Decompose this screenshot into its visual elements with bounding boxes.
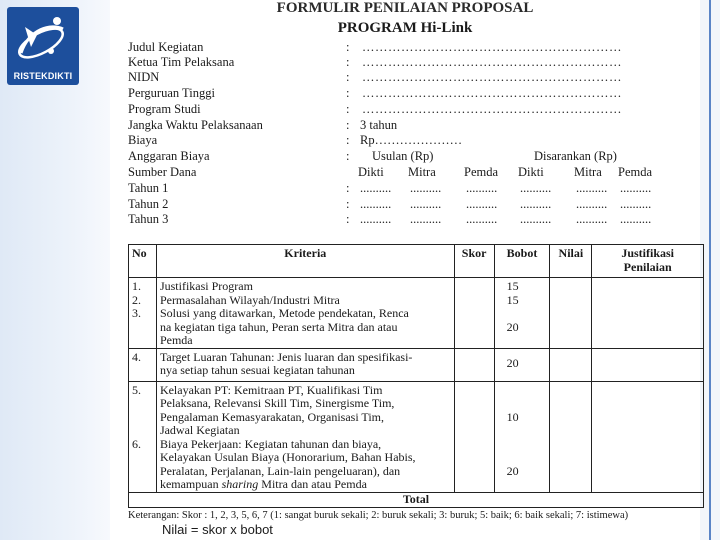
amount-cell: .......... <box>410 181 442 195</box>
field-value: …………………………………………………… <box>362 86 622 100</box>
field-value: Rp………………… <box>360 133 463 147</box>
header-kriteria: Kriteria <box>156 245 454 278</box>
amount-cell: .......... <box>620 212 652 226</box>
amount-cell: .......... <box>360 212 392 226</box>
justifikasi-cell <box>592 381 704 492</box>
bobot-value: 20 <box>506 355 519 370</box>
amount-cell: .......... <box>466 212 498 226</box>
field-value: …………………………………………………… <box>362 70 622 84</box>
nilai-cell <box>550 381 592 492</box>
skor-cell <box>454 381 494 492</box>
kriteria-line: Jadwal Kegiatan <box>159 423 240 437</box>
col-mitra: Mitra <box>574 165 602 179</box>
text-part: Mitra dan atau Pemda <box>258 477 367 491</box>
logo-emblem-icon <box>7 7 79 71</box>
row-number: 5. <box>132 382 141 397</box>
amount-cell: .......... <box>520 197 552 211</box>
text-part: kemampuan <box>159 477 222 491</box>
field-colon: : <box>346 40 350 54</box>
amount-cell: .......... <box>520 212 552 226</box>
table-row <box>129 278 704 349</box>
skor-cell <box>454 278 494 349</box>
kriteria-line: Biaya Pekerjaan: Kegiatan tahunan dan biaya, <box>159 436 382 451</box>
no-cell <box>129 278 157 349</box>
disarankan-header: Disarankan (Rp) <box>534 149 617 163</box>
field-label: Ketua Tim Pelaksana <box>128 55 235 69</box>
table-row <box>129 348 704 381</box>
skor-cell <box>454 348 494 381</box>
total-cell: Total <box>129 492 704 507</box>
kriteria-line: nya setiap tahun sesuai kegiatan tahunan <box>159 363 355 377</box>
bobot-cell <box>494 381 550 492</box>
amount-cell: .......... <box>466 197 498 211</box>
kriteria-line: Pengalaman Kemasyarakatan, Organisasi Tim, <box>159 409 385 424</box>
amount-cell: .......... <box>620 181 652 195</box>
kriteria-line: Justifikasi Program <box>159 279 253 293</box>
field-value: …………………………………………………… <box>362 102 622 116</box>
col-pemda: Pemda <box>618 165 653 179</box>
kriteria-line: Kelayakan PT: Kemitraan PT, Kualifikasi Tim <box>159 382 383 397</box>
amount-cell: .......... <box>410 212 442 226</box>
col-dikti: Dikti <box>518 165 544 179</box>
kriteria-cell <box>156 348 454 381</box>
keterangan-note: Keterangan: Skor : 1, 2, 3, 5, 6, 7 (1: sangat buruk sekali; 2: buruk sekali; 3: buruk; 5: baik; 6: baik sekali; 7: istimewa) <box>128 510 629 521</box>
bobot-value: 20 <box>506 319 519 334</box>
amount-cell: .......... <box>360 197 392 211</box>
row-number: 3. <box>132 306 141 320</box>
total-row <box>129 492 704 507</box>
table-row <box>129 381 704 492</box>
field-label: Program Studi <box>128 102 201 116</box>
criteria-table <box>128 244 704 508</box>
nilai-formula: Nilai = skor x bobot <box>162 522 273 537</box>
logo-text: RISTEKDIKTI <box>13 71 73 81</box>
usulan-header: Usulan (Rp) <box>372 149 434 163</box>
bobot-value: 15 <box>506 292 519 307</box>
bobot-value: 10 <box>506 409 519 424</box>
field-colon: : <box>346 118 350 132</box>
form-title: FORMULIR PENILAIAN PROPOSAL <box>276 0 534 16</box>
field-colon: : <box>346 86 350 100</box>
bobot-cell <box>494 278 550 349</box>
kriteria-line: Target Luaran Tahunan: Jenis luaran dan spesifikasi- <box>159 349 413 364</box>
kriteria-line <box>160 478 451 492</box>
field-colon: : <box>346 212 350 226</box>
field-colon: : <box>346 181 350 195</box>
kriteria-cell <box>156 278 454 349</box>
no-cell <box>129 381 157 492</box>
text-part-italic: sharing <box>221 477 259 491</box>
no-cell <box>129 348 157 381</box>
header-skor: Skor <box>454 245 494 278</box>
kriteria-line: Kelayakan Usulan Biaya (Honorarium, Bahan Habis, <box>159 450 416 464</box>
sidebar-panel <box>0 0 110 540</box>
amount-cell: .......... <box>466 181 498 195</box>
nilai-cell <box>550 278 592 349</box>
justifikasi-cell <box>592 278 704 349</box>
field-value: …………………………………………………… <box>362 40 622 54</box>
ristekdikti-logo <box>7 7 79 85</box>
year-label: Tahun 1 <box>128 181 169 195</box>
row-number: 4. <box>132 349 141 364</box>
field-colon: : <box>346 149 350 163</box>
field-label: Anggaran Biaya <box>128 149 210 163</box>
amount-cell: .......... <box>520 181 552 195</box>
row-number: 2. <box>132 292 141 307</box>
bobot-cell <box>494 348 550 381</box>
table-header-row <box>129 245 704 278</box>
kriteria-cell <box>156 381 454 492</box>
row-number: 6. <box>132 436 141 451</box>
kriteria-line: Pelaksana, Relevansi Skill Tim, Sinergisme Tim, <box>159 396 395 410</box>
header-bobot: Bobot <box>494 245 550 278</box>
col-dikti: Dikti <box>358 165 384 179</box>
field-label: Judul Kegiatan <box>128 40 204 54</box>
right-border-line <box>709 0 711 540</box>
field-colon: : <box>346 197 350 211</box>
field-colon: : <box>346 102 350 116</box>
kriteria-line: Peralatan, Perjalanan, Lain-lain pengeluaran), dan <box>159 463 401 478</box>
col-mitra: Mitra <box>408 165 436 179</box>
year-label: Tahun 3 <box>128 212 169 226</box>
kriteria-line: na kegiatan tiga tahun, Peran serta Mitra dan atau <box>159 319 398 334</box>
header-justifikasi-line: Justifikasi <box>621 246 675 260</box>
kriteria-line: Solusi yang ditawarkan, Metode pendekatan, Renca <box>159 306 409 320</box>
amount-cell: .......... <box>410 197 442 211</box>
field-label: Perguruan Tinggi <box>128 86 215 100</box>
kriteria-line: Permasalahan Wilayah/Industri Mitra <box>159 292 340 307</box>
justifikasi-cell <box>592 348 704 381</box>
nilai-cell <box>550 348 592 381</box>
amount-cell: .......... <box>620 197 652 211</box>
header-nilai: Nilai <box>550 245 592 278</box>
amount-cell: .......... <box>576 197 608 211</box>
amount-cell: .......... <box>576 212 608 226</box>
field-value: 3 tahun <box>360 118 398 132</box>
field-label: NIDN <box>128 70 160 84</box>
field-label: Jangka Waktu Pelaksanaan <box>128 118 263 132</box>
field-value: …………………………………………………… <box>362 55 622 69</box>
proposal-form <box>114 0 696 540</box>
amount-cell: .......... <box>360 181 392 195</box>
row-number: 1. <box>132 279 141 293</box>
header-no: No <box>129 245 157 278</box>
header-justifikasi <box>592 245 704 278</box>
bobot-value: 15 <box>506 279 519 293</box>
field-label: Biaya <box>128 133 158 147</box>
field-colon: : <box>346 55 350 69</box>
bobot-value: 20 <box>506 463 519 478</box>
col-pemda: Pemda <box>464 165 499 179</box>
form-subtitle: PROGRAM Hi-Link <box>337 20 473 36</box>
field-colon: : <box>346 70 350 84</box>
amount-cell: .......... <box>576 181 608 195</box>
field-label: Sumber Dana <box>128 165 197 179</box>
field-colon: : <box>346 133 350 147</box>
header-justifikasi-line: Penilaian <box>623 259 672 274</box>
kriteria-line: Pemda <box>159 333 193 347</box>
year-label: Tahun 2 <box>128 197 169 211</box>
